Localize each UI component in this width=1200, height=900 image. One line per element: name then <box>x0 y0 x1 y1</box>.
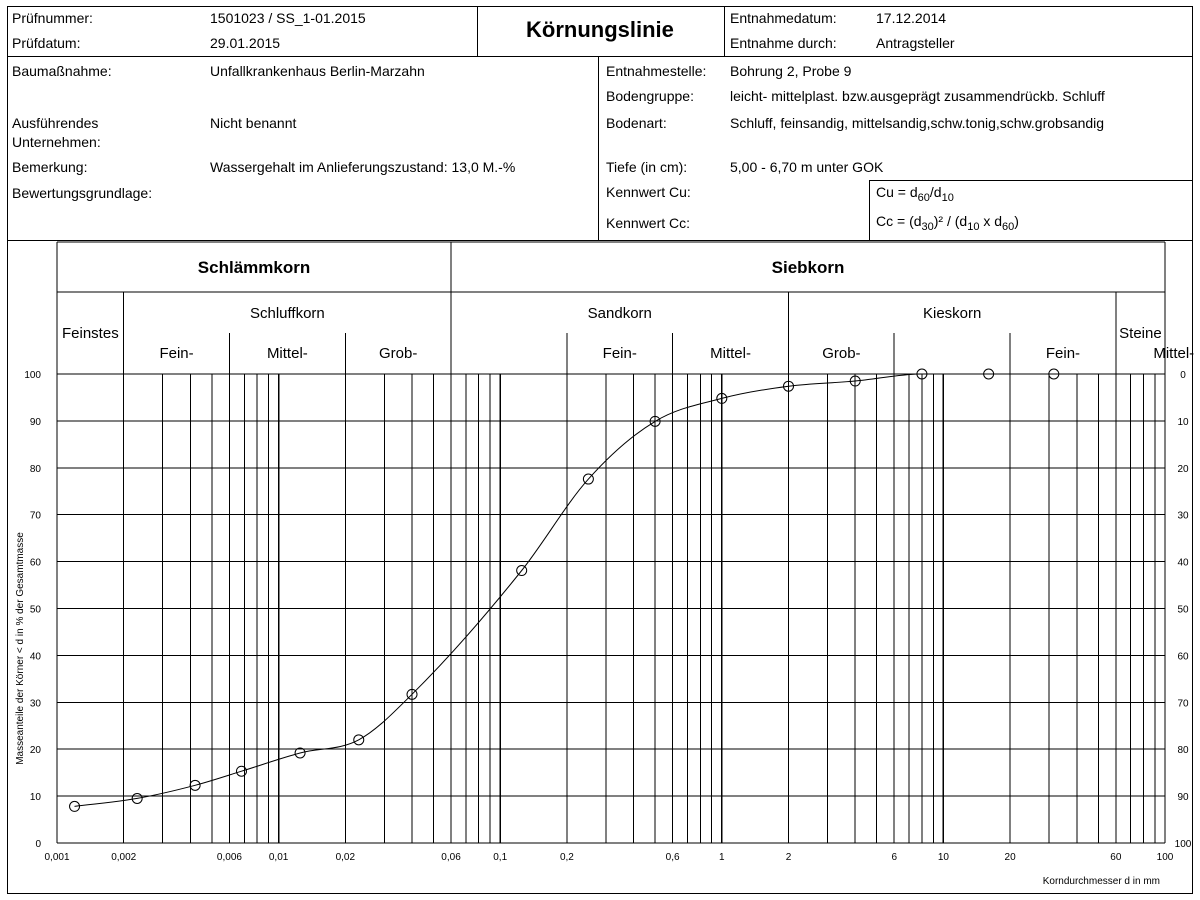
x-tick-label: 0,02 <box>335 852 356 863</box>
y-tick-label-left: 90 <box>29 416 41 428</box>
pruefdatum-value: 29.01.2015 <box>210 35 281 51</box>
x-tick-label: 0,001 <box>44 852 70 863</box>
y-tick-label-left: 50 <box>29 604 41 616</box>
y-tick-label-right: 80 <box>1177 745 1189 757</box>
y-tick-label-left: 0 <box>35 839 41 850</box>
y-axis-title: Masseanteile der Körner < d in % der Gesamtmasse <box>15 532 26 765</box>
bodengruppe-value: leicht- mittelplast. bzw.ausgeprägt zusammendrückb. Schluff <box>730 88 1105 104</box>
cu-label: Kennwert Cu: <box>606 184 691 200</box>
y-tick-label-left: 60 <box>29 557 41 569</box>
entnahme-durch-value: Antragsteller <box>876 35 955 51</box>
band-sublabel-grob: Grob- <box>379 345 418 362</box>
band-sublabel-fein: Fein- <box>1045 345 1081 362</box>
y-tick-label-right: 50 <box>1177 604 1189 616</box>
entnahmedatum-value: 17.12.2014 <box>876 10 947 26</box>
band-label-siebkorn: Siebkorn <box>771 258 845 277</box>
y-tick-label-left: 100 <box>24 370 41 381</box>
ausfuehrendes-label-2: Unternehmen: <box>12 134 101 150</box>
x-tick-label: 0,2 <box>559 852 574 863</box>
page-title: Körnungslinie <box>526 17 674 42</box>
x-tick-label: 0,01 <box>268 852 289 863</box>
entnahmedatum-label: Entnahmedatum: <box>730 10 837 26</box>
y-tick-label-left: 30 <box>29 698 41 710</box>
x-tick-label: 100 <box>1156 852 1174 863</box>
ausfuehrendes-label-1: Ausführendes <box>12 115 99 131</box>
bemerkung-label: Bemerkung: <box>12 159 88 175</box>
pruefnummer-value: 1501023 / SS_1-01.2015 <box>210 10 366 26</box>
baumassnahme-label: Baumaßnahme: <box>12 63 112 79</box>
y-tick-label-right: 90 <box>1177 792 1189 804</box>
bodenart-label: Bodenart: <box>606 115 667 131</box>
cu-formula: $Cu = d_{60}/d_{10}$ <box>876 184 954 204</box>
y-tick-label-left: 20 <box>29 745 41 757</box>
pruefnummer-label: Prüfnummer: <box>12 10 93 26</box>
baumassnahme-value: Unfallkrankenhaus Berlin-Marzahn <box>210 63 425 79</box>
x-tick-label: 1 <box>719 852 725 863</box>
band-sublabel-fein: Fein- <box>159 345 194 362</box>
band-label-feinstes: Feinstes <box>62 325 119 342</box>
band-sublabel-grob: Grob- <box>822 345 861 362</box>
band-label-schlaemmkorn: Schlämmkorn <box>197 258 311 277</box>
bodengruppe-label: Bodengruppe: <box>606 88 694 104</box>
y-tick-label-right: 0 <box>1180 370 1186 381</box>
y-tick-label-right: 100 <box>1174 839 1192 850</box>
x-tick-label: 60 <box>1110 852 1122 863</box>
band-sublabel-mittel: Mittel- <box>266 345 308 362</box>
x-tick-label: 6 <box>891 852 898 863</box>
grading-curve <box>75 374 1054 806</box>
x-tick-label: 10 <box>937 852 949 863</box>
y-tick-label-right: 20 <box>1177 463 1189 475</box>
band-sublabel-mittel: Mittel- <box>1153 345 1195 362</box>
band-label-sandkorn: Sandkorn <box>587 305 652 322</box>
y-tick-label-right: 30 <box>1177 510 1189 522</box>
band-label-steine: Steine <box>1119 325 1162 342</box>
x-tick-label: 0,6 <box>665 852 680 863</box>
y-tick-label-left: 80 <box>29 463 41 475</box>
chart-axes <box>15 370 1192 887</box>
ausfuehrendes-value: Nicht benannt <box>210 115 297 131</box>
tiefe-label: Tiefe (in cm): <box>606 159 688 175</box>
x-tick-label: 0,1 <box>493 852 508 863</box>
tiefe-value: 5,00 - 6,70 m unter GOK <box>730 159 884 175</box>
x-tick-label: 0,06 <box>441 852 461 863</box>
y-tick-label-left: 40 <box>29 651 41 663</box>
x-tick-label: 20 <box>1004 852 1016 863</box>
y-tick-label-right: 10 <box>1177 416 1189 428</box>
band-label-kieskorn: Kieskorn <box>922 305 982 322</box>
entnahmestelle-label: Entnahmestelle: <box>606 63 707 79</box>
cc-formula: $Cc = (d_{30})^2 / (d_{10}$ x $d_{60}$) <box>876 213 1019 233</box>
bodenart-value: Schluff, feinsandig, mittelsandig,schw.tonig,schw.grobsandig <box>730 115 1105 131</box>
y-tick-label-left: 70 <box>29 510 41 522</box>
y-tick-label-right: 40 <box>1177 557 1189 569</box>
data-series <box>70 369 1059 811</box>
x-tick-label: 0,002 <box>111 852 137 863</box>
band-sublabel-fein: Fein- <box>602 345 637 362</box>
x-axis-title: Korndurchmesser d in mm <box>1042 876 1160 887</box>
y-tick-label-right: 70 <box>1177 698 1189 710</box>
band-sublabel-mittel: Mittel- <box>710 345 751 362</box>
bemerkung-value: Wassergehalt im Anlieferungszustand: 13,0 M.-% <box>210 159 516 175</box>
entnahme-durch-label: Entnahme durch: <box>730 35 837 51</box>
chart-grid <box>57 374 1165 843</box>
pruefdatum-label: Prüfdatum: <box>12 35 81 51</box>
band-label-schluffkorn: Schluffkorn <box>249 305 325 322</box>
x-tick-label: 2 <box>785 852 792 863</box>
y-tick-label-right: 60 <box>1177 651 1189 663</box>
grain-class-bands <box>57 242 1200 843</box>
entnahmestelle-value: Bohrung 2, Probe 9 <box>730 63 852 79</box>
y-tick-label-left: 10 <box>29 792 41 804</box>
cc-label: Kennwert Cc: <box>606 215 691 231</box>
x-tick-label: 0,006 <box>216 852 242 863</box>
bewertung-label: Bewertungsgrundlage: <box>12 185 153 201</box>
